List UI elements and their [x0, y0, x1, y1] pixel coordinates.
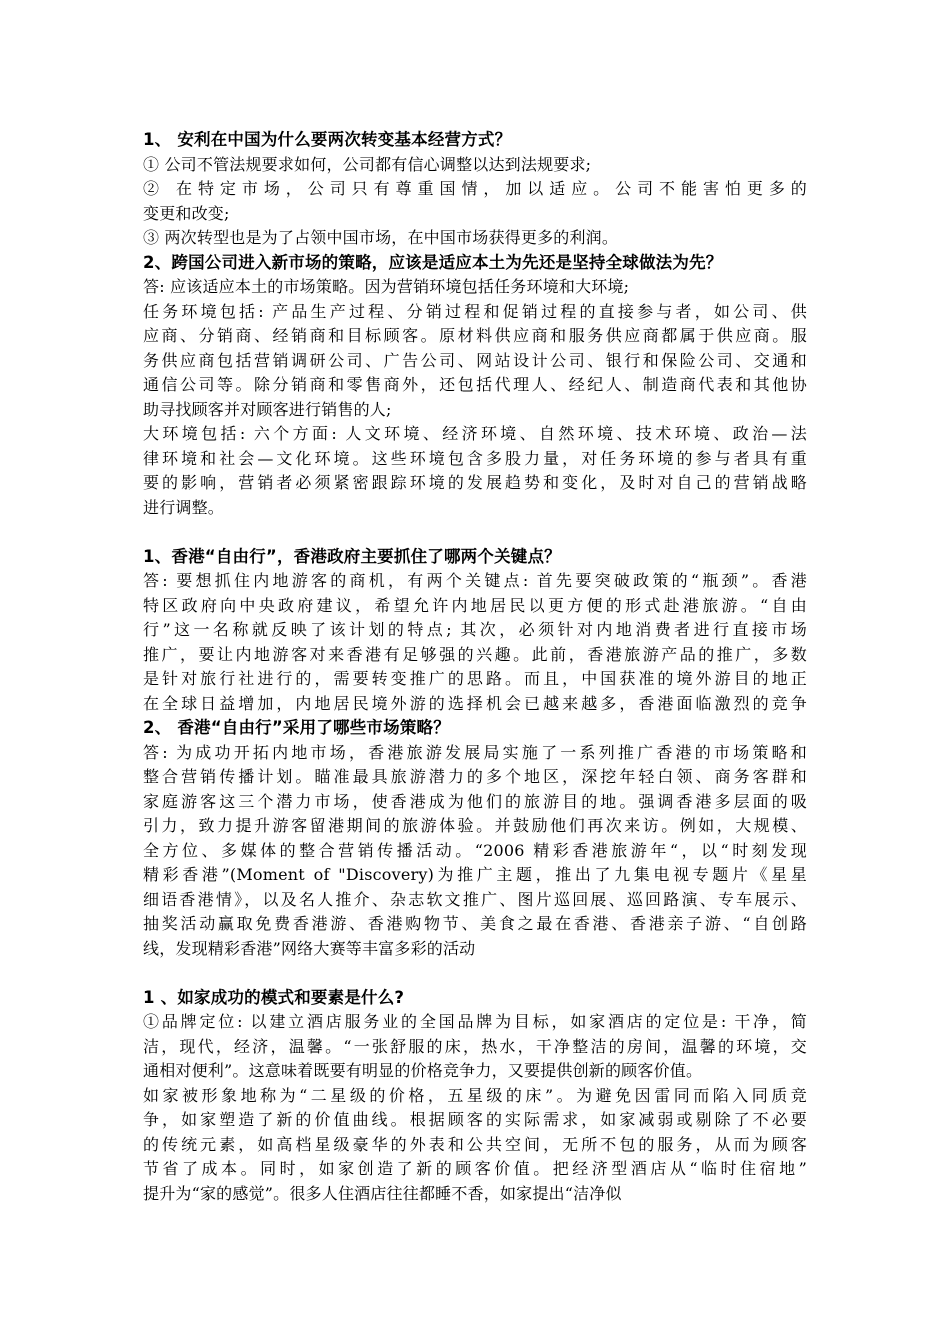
answer-line: 推广，要让内地游客对来香港有足够强的兴趣。此前，香港旅游产品的推广，多数	[143, 644, 807, 664]
answer-line: 引力，致力提升游客留港期间的旅游体验。并鼓励他们再次来访。例如，大规模、	[143, 816, 807, 835]
answer-line: 的传统元素，如高档星级豪华的外表和公共空间，无所不包的服务，从而为顾客	[143, 1134, 807, 1154]
answer-line: 通相对便利”。这意味着既要有明显的价格竞争力，又要提供创新的顾客价值。	[143, 1061, 703, 1080]
answer-line: 是针对旅行社进行的，需要转变推广的思路。而且，中国获准的境外游目的地正	[143, 669, 807, 688]
answer-line: 通信公司等。除分销商和零售商外，还包括代理人、经纪人、制造商代表和其他协	[143, 375, 807, 394]
answer-line: 务供应商包括营销调研公司、广告公司、网站设计公司、银行和保险公司、交通和	[143, 350, 807, 370]
answer-line: 特区政府向中央政府建议，希望允许内地居民以更方便的形式赴港旅游。“自由	[143, 595, 807, 615]
answer-line: 答: 为成功开拓内地市场，香港旅游发展局实施了一系列推广香港的市场策略和	[143, 742, 807, 762]
answer-line: 律环境和社会—文化环境。这些环境包含多股力量，对任务环境的参与者具有重	[143, 448, 807, 468]
answer-line: 细语香港情》，以及名人推介、杂志软文推广、图片巡回展、巡回路演、专车展示、	[143, 889, 807, 909]
answer-line: 在全球日益增加，内地居民境外游的选择机会已越来越多，香港面临激烈的竞争	[143, 693, 807, 713]
answer-line: ①品牌定位: 以建立酒店服务业的全国品牌为目标，如家酒店的定位是: 干净，简	[143, 1012, 807, 1031]
question-heading: 1 、如家成功的模式和要素是什么?	[143, 987, 405, 1007]
answer-line: 助寻找顾客并对顾客进行销售的人;	[143, 399, 392, 419]
answer-line: 整合营销传播计划。瞄准最具旅游潜力的多个地区，深挖年轻白领、商务客群和	[143, 767, 807, 786]
answer-line: 家庭游客这三个潜力市场，使香港成为他们的旅游目的地。强调香港多层面的吸	[143, 791, 807, 811]
question-heading: 1、 安利在中国为什么要两次转变基本经营方式？	[143, 130, 512, 149]
answer-line: 行”这一名称就反映了该计划的特点; 其次，必须针对内地消费者进行直接市场	[143, 620, 807, 639]
question-heading: 2、跨国公司进入新市场的策略，应该是适应本土为先还是坚持全球做法为先？	[143, 252, 723, 272]
question-heading: 2、 香港“自由行”采用了哪些市场策略？	[143, 718, 450, 737]
answer-line: 如家被形象地称为“二星级的价格，五星级的床”。为避免因雷同而陷入同质竞	[143, 1085, 807, 1105]
answer-line: 答: 应该适应本土的市场策略。因为营销环境包括任务环境和大环境;	[143, 277, 630, 296]
answer-line: 节省了成本。同时，如家创造了新的顾客价值。把经济型酒店从“临时住宿地”	[143, 1159, 807, 1178]
answer-line: 洁，现代，经济，温馨。“一张舒服的床，热水，干净整洁的房间，温馨的环境，交	[143, 1036, 807, 1056]
answer-line: ② 在特定市场，公司只有尊重国情，加以适应。公司不能害怕更多的	[143, 179, 807, 198]
answer-line: 精彩香港”(Moment of "Discovery)为推广主题，推出了九集电视专题片《星星	[143, 865, 807, 884]
document-page	[143, 128, 807, 1206]
paragraph-gap	[143, 520, 807, 545]
answer-line: 大环境包括: 六个方面: 人文环境、经济环境、自然环境、技术环境、政治—法	[143, 424, 807, 443]
answer-line: 提升为“家的感觉”。很多人住酒店往往都睡不香，如家提出“洁净似	[143, 1183, 622, 1203]
question-heading: 1、香港“自由行”，香港政府主要抓住了哪两个关键点？	[143, 546, 561, 566]
answer-line: 应商、分销商、经销商和目标顾客。原材料供应商和服务供应商都属于供应商。服	[143, 326, 807, 345]
answer-line: 线，发现精彩香港”网络大赛等丰富多彩的活动	[143, 938, 476, 958]
answer-line: 争，如家塑造了新的价值曲线。根据顾客的实际需求，如家减弱或剔除了不必要	[143, 1110, 807, 1129]
answer-line: 进行调整。	[143, 497, 225, 517]
answer-line: 变更和改变;	[143, 203, 230, 223]
answer-line: ① 公司不管法规要求如何，公司都有信心调整以达到法规要求;	[143, 154, 592, 174]
answer-line: 任务环境包括: 产品生产过程、分销过程和促销过程的直接参与者，如公司、供	[143, 301, 807, 321]
answer-line: 要的影响，营销者必须紧密跟踪环境的发展趋势和变化，及时对自己的营销战略	[143, 473, 807, 492]
paragraph-gap	[143, 961, 807, 986]
answer-line: 全方位、多媒体的整合营销传播活动。“2006 精彩香港旅游年“，以“时刻发现	[143, 840, 807, 860]
answer-line: 抽奖活动赢取免费香港游、香港购物节、美食之最在香港、香港亲子游、“自创路	[143, 914, 807, 933]
answer-line: ③ 两次转型也是为了占领中国市场，在中国市场获得更多的利润。	[143, 228, 619, 247]
answer-line: 答: 要想抓住内地游客的商机，有两个关键点: 首先要突破政策的“瓶颈”。香港	[143, 571, 807, 590]
